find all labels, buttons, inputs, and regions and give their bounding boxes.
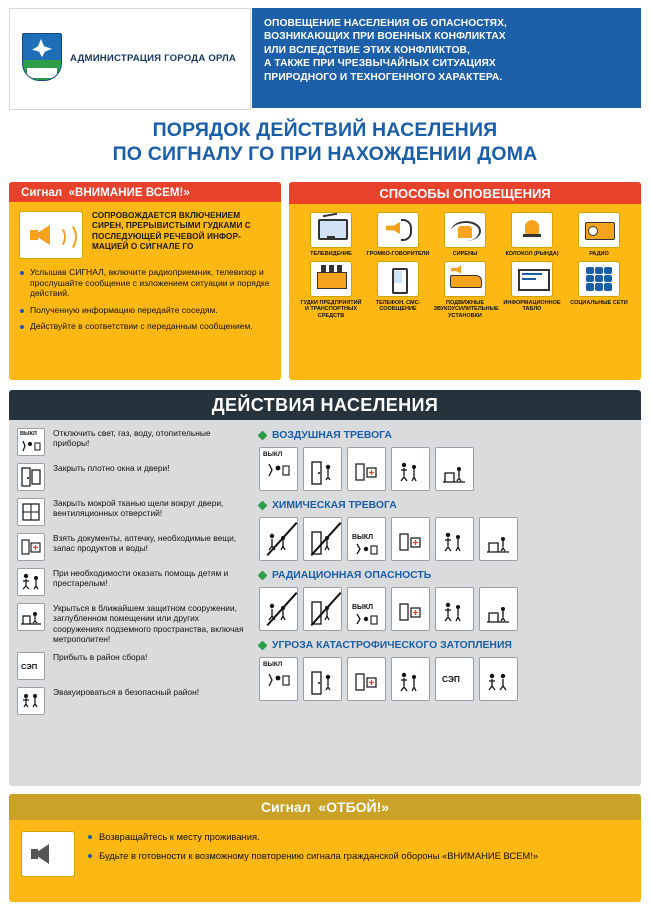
shelter-icon (479, 517, 518, 561)
shelter-icon (17, 603, 45, 631)
way-label: ПОДВИЖНЫЕ ЗВУКОУСИЛИТЕЛЬНЫЕ УСТАНОВКИ (433, 299, 499, 319)
signal-otboy-header (9, 794, 641, 820)
documents-kit-icon (391, 587, 430, 631)
list-item (17, 463, 249, 491)
notification-ways-header: СПОСОБЫ ОПОВЕЩЕНИЯ (289, 182, 641, 204)
page-title (9, 118, 641, 166)
way-factory-horns (300, 261, 363, 320)
signal-attention-name: «ВНИМАНИЕ ВСЕМ!» (68, 185, 190, 199)
banner-line-4: А ТАКЖЕ ПРИ ЧРЕЗВЫЧАЙНЫХ СИТУАЦИЯХ (264, 58, 496, 70)
documents-kit-icon (347, 657, 386, 701)
power-off-icon (259, 657, 298, 701)
help-children-elderly-icon (17, 568, 45, 596)
factory-icon (310, 261, 352, 297)
signal-attention-panel (9, 182, 281, 380)
evacuation-icon (479, 657, 518, 701)
bullet-diamond-icon (258, 571, 268, 581)
signal-otboy-prefix: Сигнал (260, 799, 311, 815)
power-off-icon (347, 587, 386, 631)
social-networks-icon (578, 261, 620, 297)
way-sirens (434, 212, 497, 258)
step-text: Закрыть плотно окна и двери! (53, 463, 170, 473)
notification-ways-panel (289, 182, 641, 380)
actions-panel (9, 390, 641, 786)
signal-attention-header (9, 182, 281, 202)
list-item: Будьте в готовности к возможному повторению сигнала гражданской обороны «ВНИМАНИЕ ВСЕМ!» (87, 850, 538, 862)
step-text: Отключить свет, газ, воду, отопительные приборы! (53, 428, 211, 449)
notification-row (9, 182, 641, 380)
no-panic-icon (259, 517, 298, 561)
help-family-icon (391, 657, 430, 701)
admin-label: АДМИНИСТРАЦИЯ ГОРОДА ОРЛА (70, 53, 237, 64)
section-chemical-alarm-title (259, 500, 633, 511)
power-off-icon (17, 428, 45, 456)
icon-tag: ВЫКЛ (263, 661, 283, 668)
signal-otboy-name: «ОТБОЙ!» (318, 799, 390, 815)
assembly-point-icon (17, 652, 45, 680)
way-label: ТЕЛЕВИДЕНИЕ (310, 251, 352, 257)
radio-icon (578, 212, 620, 248)
way-television (300, 212, 363, 258)
actions-steps-list (17, 428, 249, 722)
way-label: РАДИО (589, 251, 609, 257)
seal-gaps-icon (17, 498, 45, 526)
way-label: СИРЕНЫ (452, 251, 478, 257)
banner-line-1: ОПОВЕЩЕНИЕ НАСЕЛЕНИЯ ОБ ОПАСНОСТЯХ, (264, 18, 507, 29)
list-item: Действуйте в соответствии с переданным сообщением. (19, 321, 271, 332)
close-windows-doors-icon (17, 463, 45, 491)
signal-attention-bullets (19, 267, 271, 332)
banner-line-2: ВОЗНИКАЮЩИХ ПРИ ВОЕННЫХ КОНФЛИКТАХ (264, 31, 506, 43)
list-item (17, 568, 249, 596)
icon-tag: СЭП (442, 674, 460, 684)
list-item (17, 687, 249, 715)
step-text: Закрыть мокрой тканью щели вокруг двери, вентиляционных отверстий! (53, 498, 224, 519)
admin-block (9, 8, 251, 110)
actions-header: ДЕЙСТВИЯ НАСЕЛЕНИЯ (9, 390, 641, 420)
power-off-icon (259, 447, 298, 491)
signal-attention-prefix: Сигнал (21, 185, 63, 199)
loudspeaker-icon (377, 212, 419, 248)
bullet-diamond-icon (258, 431, 268, 441)
bullet-diamond-icon (258, 501, 268, 511)
bullet-diamond-icon (258, 641, 268, 651)
page-title-line-2: ПО СИГНАЛУ ГО ПРИ НАХОЖДЕНИИ ДОМА (112, 143, 538, 165)
way-label: СОЦИАЛЬНЫЕ СЕТИ (570, 299, 628, 306)
list-item (17, 652, 249, 680)
way-phone-sms (367, 261, 430, 320)
way-information-board (501, 261, 564, 320)
icon-tag: ВЫКЛ (352, 604, 374, 611)
section-air-alarm-title (259, 430, 633, 441)
signal-attention-icon-text: СОПРОВОЖДАЕТСЯ ВКЛЮЧЕНИЕМ СИРЕН, ПРЕРЫВИСТЫМИ ГУДКАМИ С ПОСЛЕДУЮЩЕЙ РЕЧЕВОЙ ИНФОР-МАЦИЕЙ О СИГНАЛЕ ГО (92, 211, 251, 252)
way-loudspeakers (367, 212, 430, 258)
shelter-icon (435, 447, 474, 491)
way-bell (501, 212, 564, 258)
section-title-text: ХИМИЧЕСКАЯ ТРЕВОГА (272, 500, 397, 511)
no-exit-icon (303, 587, 342, 631)
information-board-icon (511, 261, 553, 297)
step-text: При необходимости оказать помощь детям и престарелым! (53, 568, 229, 589)
section-flooding-threat-title (259, 640, 633, 651)
loudspeaker-icon (21, 831, 75, 877)
header-banner (252, 8, 641, 108)
list-item: Услышав СИГНАЛ, включите радиоприемник, телевизор и прослушайте сообщение с изложением ситуации и порядке действий. (19, 267, 271, 299)
assembly-point-icon (435, 657, 474, 701)
signal-otboy-panel (9, 794, 641, 902)
page-title-line-1: ПОРЯДОК ДЕЙСТВИЙ НАСЕЛЕНИЯ (152, 119, 498, 141)
siren-icon (444, 212, 486, 248)
tv-icon (310, 212, 352, 248)
way-radio (568, 212, 631, 258)
help-family-icon (435, 587, 474, 631)
bell-icon (511, 212, 553, 248)
header (9, 8, 641, 108)
shelter-icon (479, 587, 518, 631)
signal-otboy-bullets (87, 831, 538, 869)
list-item: Возвращайтесь к месту проживания. (87, 831, 538, 843)
way-label: ТЕЛЕФОН, СМС-СООБЩЕНИЕ (375, 299, 421, 313)
help-family-icon (435, 517, 474, 561)
power-off-icon (347, 517, 386, 561)
icon-tag: ВЫКЛ (352, 534, 374, 541)
loudspeaker-icon (19, 211, 83, 259)
no-exit-icon (303, 517, 342, 561)
section-title-text: ВОЗДУШНАЯ ТРЕВОГА (272, 430, 392, 441)
section-title-text: УГРОЗА КАТАСТРОФИЧЕСКОГО ЗАТОПЛЕНИЯ (272, 640, 512, 651)
way-social-networks (568, 261, 631, 320)
alarm-sections (249, 428, 633, 722)
section-radiation-danger-icons (259, 587, 633, 631)
section-air-alarm-icons (259, 447, 633, 491)
step-text: Укрыться в ближайшем защитном сооружении, заглубленном помещении или других сооружениях подземного пространства, включая метрополитен! (53, 603, 244, 645)
documents-kit-icon (17, 533, 45, 561)
section-radiation-danger-title (259, 570, 633, 581)
documents-kit-icon (347, 447, 386, 491)
list-item (17, 603, 249, 645)
no-panic-icon (259, 587, 298, 631)
close-doors-icon (303, 447, 342, 491)
mobile-speaker-vehicle-icon (444, 261, 486, 297)
list-item (17, 533, 249, 561)
section-chemical-alarm-icons (259, 517, 633, 561)
help-family-icon (391, 447, 430, 491)
banner-line-5: ПРИРОДНОГО И ТЕХНОГЕННОГО ХАРАКТЕРА. (264, 71, 503, 83)
step-tag: СЭП (21, 661, 38, 671)
way-label: ИНФОРМАЦИОННОЕ ТАБЛО (503, 299, 561, 313)
step-tag: ВЫКЛ (20, 431, 37, 437)
banner-line-3: ИЛИ ВСЛЕДСТВИЕ ЭТИХ КОНФЛИКТОВ, (264, 44, 470, 56)
close-doors-icon (303, 657, 342, 701)
way-mobile-speaker-vehicle (434, 261, 497, 320)
way-label: КОЛОКОЛ (РЫНДА) (505, 251, 559, 257)
step-text: Прибыть в район сбора! (53, 651, 148, 662)
section-title-text: РАДИАЦИОННАЯ ОПАСНОСТЬ (272, 570, 432, 581)
documents-kit-icon (391, 517, 430, 561)
way-label: ГРОМКО-ГОВОРИТЕЛИ (366, 251, 430, 257)
way-label: ГУДКИ ПРЕДПРИЯТИЙ И ТРАНСПОРТНЫХ СРЕДСТВ (300, 299, 362, 319)
icon-tag: ВЫКЛ (263, 451, 283, 458)
coat-of-arms-oryol-icon (22, 33, 60, 85)
section-flooding-threat-icons (259, 657, 633, 701)
evacuation-icon (17, 687, 45, 715)
step-text: Взять документы, аптечку, необходимые вещи, запас продуктов и воды! (53, 533, 237, 554)
list-item: Полученную информацию передайте соседям. (19, 305, 271, 316)
list-item (17, 428, 249, 456)
phone-sms-icon (377, 261, 419, 297)
step-text: Эвакуироваться в безопасный район! (53, 686, 200, 697)
list-item (17, 498, 249, 526)
